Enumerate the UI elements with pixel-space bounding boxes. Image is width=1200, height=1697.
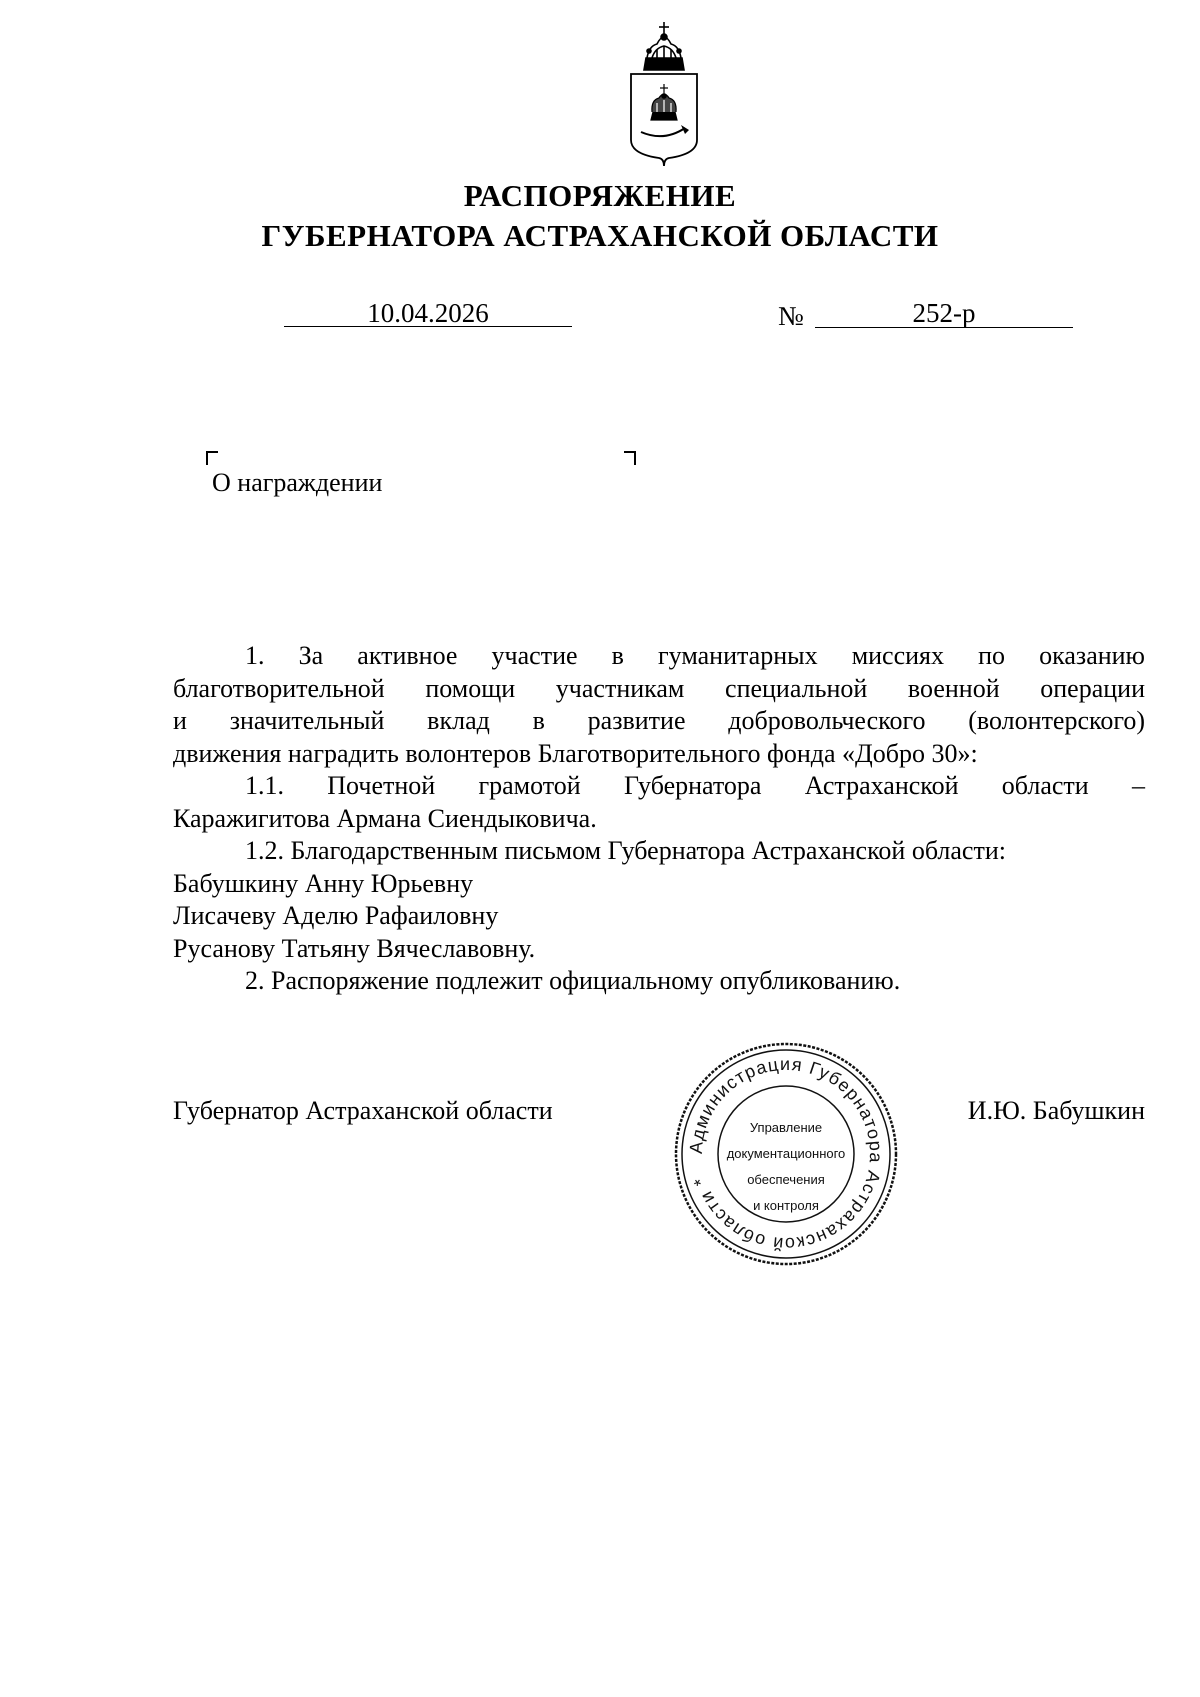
stamp-center-line: и контроля bbox=[753, 1198, 819, 1213]
document-title-line-2: ГУБЕРНАТОРА АСТРАХАНСКОЙ ОБЛАСТИ bbox=[261, 218, 939, 253]
stamp-center-line: обеспечения bbox=[747, 1172, 825, 1187]
document-date: 10.04.2026 bbox=[367, 298, 489, 328]
date-underline bbox=[284, 325, 572, 327]
body-line: 1.2. Благодарственным письмом Губернатора Астраханской области: bbox=[245, 836, 1006, 865]
awardee-name: Лисачеву Аделю Рафаиловну bbox=[173, 901, 499, 930]
document-title-line-1: РАСПОРЯЖЕНИЕ bbox=[463, 178, 737, 213]
body-line: 1.1. Почетной грамотой Губернатора Астраханской области – bbox=[245, 771, 1145, 800]
document-body bbox=[173, 640, 1145, 998]
body-line: Каражигитова Армана Сиендыковича. bbox=[173, 803, 597, 833]
document-subject: О награждении bbox=[212, 468, 383, 497]
body-line: 1. За активное участие в гуманитарных миссиях по оказанию bbox=[245, 641, 1145, 670]
body-line: 2. Распоряжение подлежит официальному опубликованию. bbox=[245, 966, 901, 995]
awardee-name: Бабушкину Анну Юрьевну bbox=[173, 868, 474, 898]
body-line: и значительный вклад в развитие добровольческого (волонтерского) bbox=[173, 706, 1145, 735]
number-underline bbox=[815, 326, 1073, 328]
official-stamp bbox=[668, 1036, 904, 1272]
stamp-center-line: документационного bbox=[726, 1146, 846, 1161]
awardee-name: Русанову Татьяну Вячеславовну. bbox=[173, 933, 536, 963]
number-label: № bbox=[778, 301, 804, 331]
subject-corner-left bbox=[206, 451, 218, 465]
signer-name: И.Ю. Бабушкин bbox=[967, 1096, 1145, 1125]
subject-corner-right bbox=[624, 451, 636, 465]
body-line: благотворительной помощи участникам специальной военной операции bbox=[173, 673, 1145, 703]
stamp-center-line: Управление bbox=[749, 1120, 823, 1135]
document-number: 252-р bbox=[912, 298, 976, 328]
signer-title: Губернатор Астраханской области bbox=[173, 1096, 553, 1125]
body-line: движения наградить волонтеров Благотворительного фонда «Добро 30»: bbox=[173, 738, 978, 768]
coat-of-arms-icon bbox=[619, 20, 709, 170]
stamp-ring-text: Администрация Губернатора Астраханской области * bbox=[685, 1053, 887, 1255]
